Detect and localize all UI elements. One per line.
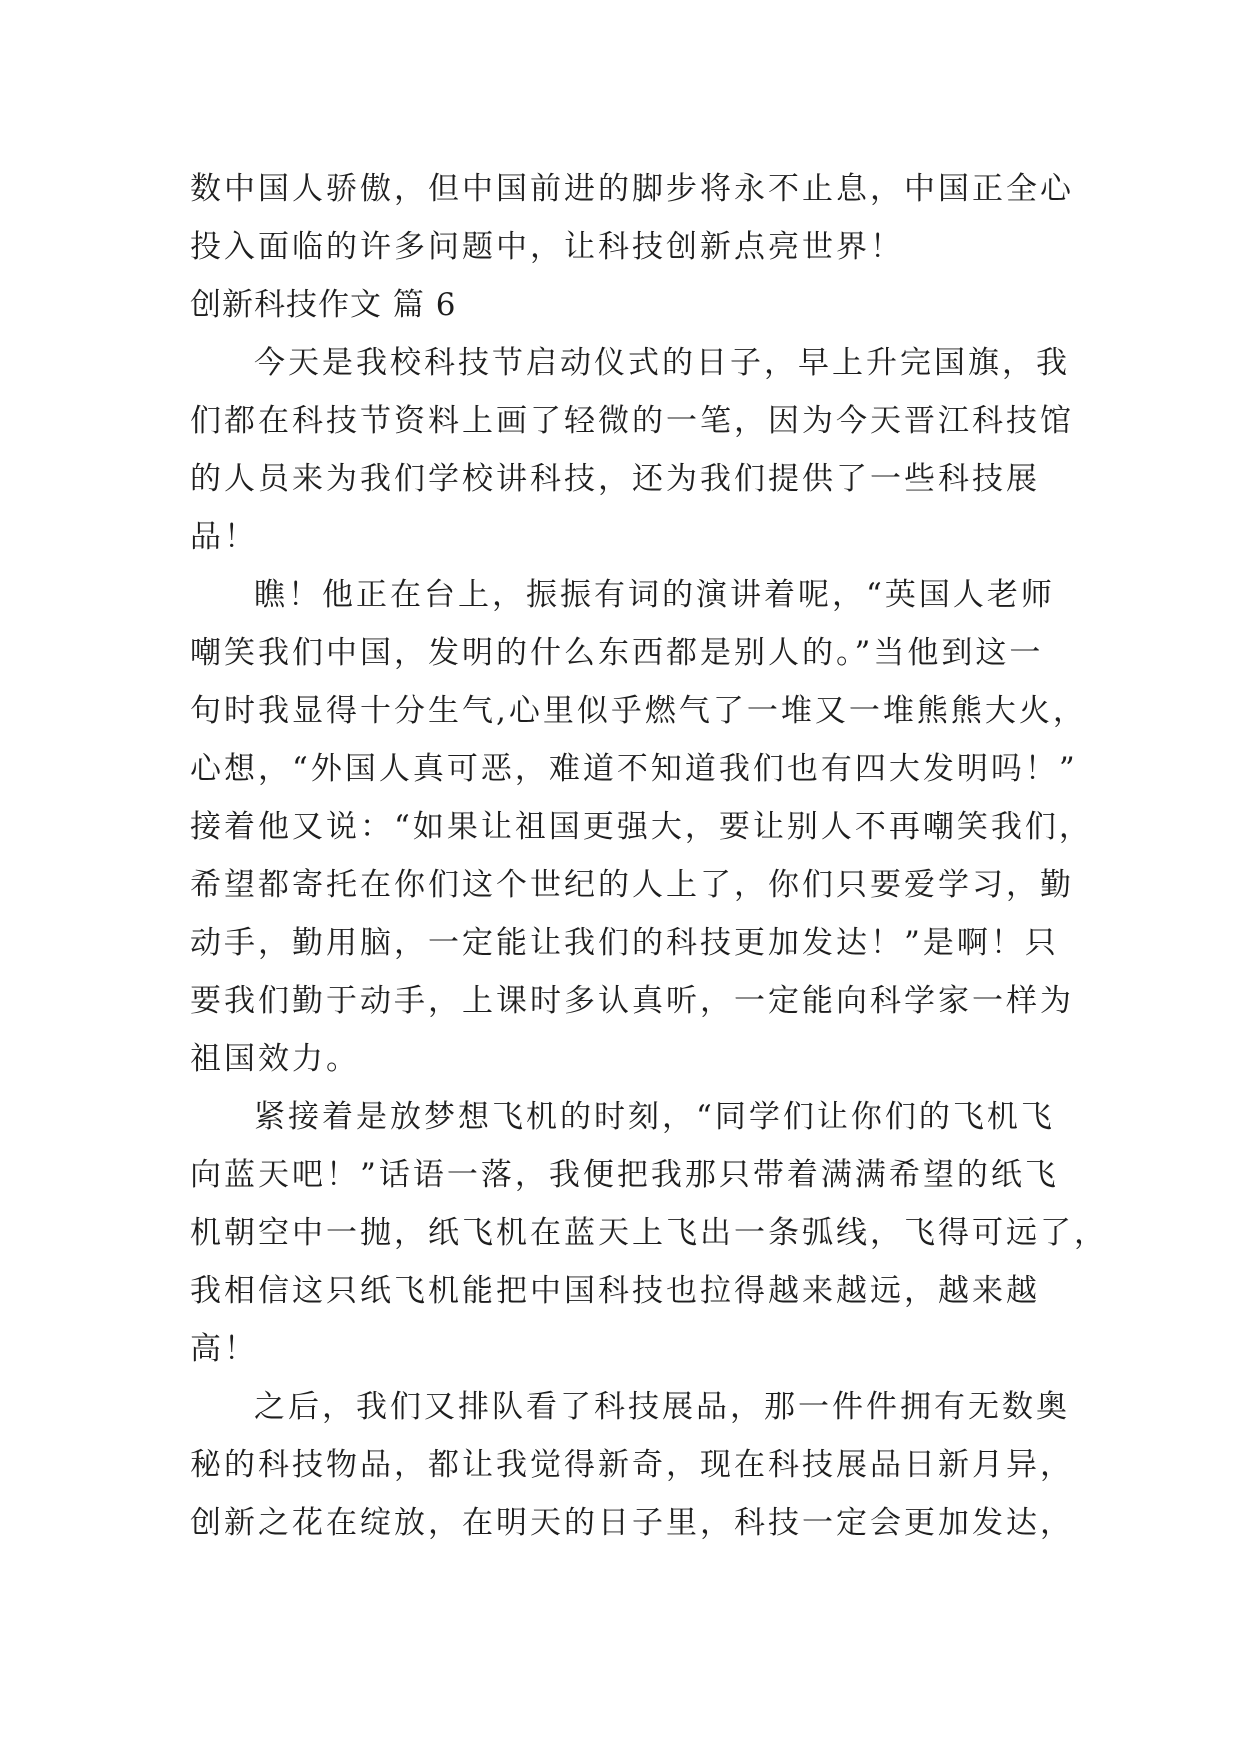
text-line: 的人员来为我们学校讲科技，还为我们提供了一些科技展 (190, 461, 1040, 497)
text-line: 心想，“外国人真可恶，难道不知道我们也有四大发明吗！” (190, 751, 1078, 787)
text-line: 秘的科技物品，都让我觉得新奇，现在科技展品日新月异， (190, 1447, 1074, 1483)
text-line: 向蓝天吧！”话语一落，我便把我那只带着满满希望的纸飞 (190, 1157, 1059, 1193)
text-line: 我相信这只纸飞机能把中国科技也拉得越来越远，越来越 (190, 1273, 1040, 1309)
text-line: 高！ (190, 1331, 258, 1367)
document-body (190, 160, 1108, 1552)
text-line: 句时我显得十分生气,心里似乎燃气了一堆又一堆熊熊大火， (190, 693, 1087, 729)
text-line: 希望都寄托在你们这个世纪的人上了，你们只要爱学习，勤 (190, 867, 1074, 903)
text-line: 们都在科技节资料上画了轻微的一笔，因为今天晋江科技馆 (190, 403, 1074, 439)
text-line: 投入面临的许多问题中，让科技创新点亮世界！ (190, 229, 904, 265)
text-line: 嘲笑我们中国，发明的什么东西都是别人的。”当他到这一 (190, 635, 1044, 671)
text-line: 瞧！他正在台上，振振有词的演讲着呢，“英国人老师 (254, 577, 1055, 613)
section-heading: 创新科技作文 篇 6 (190, 287, 457, 323)
text-line: 品！ (190, 519, 258, 555)
text-line: 接着他又说：“如果让祖国更强大，要让别人不再嘲笑我们， (190, 809, 1093, 845)
paragraph (190, 1088, 1108, 1378)
text-line: 创新之花在绽放，在明天的日子里，科技一定会更加发达， (190, 1505, 1074, 1541)
text-line: 机朝空中一抛，纸飞机在蓝天上飞出一条弧线，飞得可远了， (190, 1215, 1108, 1251)
text-line: 祖国效力。 (190, 1041, 360, 1077)
text-line: 数中国人骄傲，但中国前进的脚步将永不止息，中国正全心 (190, 171, 1074, 207)
paragraph (190, 334, 1074, 566)
text-line: 今天是我校科技节启动仪式的日子，早上升完国旗，我 (254, 345, 1070, 381)
text-line: 动手，勤用脑，一定能让我们的科技更加发达！”是啊！只 (190, 925, 1059, 961)
text-line: 之后，我们又排队看了科技展品，那一件件拥有无数奥 (254, 1389, 1070, 1425)
text-line: 紧接着是放梦想飞机的时刻，“同学们让你们的飞机飞 (254, 1099, 1055, 1135)
paragraph (190, 1378, 1074, 1552)
text-line: 要我们勤于动手，上课时多认真听，一定能向科学家一样为 (190, 983, 1074, 1019)
paragraph (190, 566, 1093, 1088)
